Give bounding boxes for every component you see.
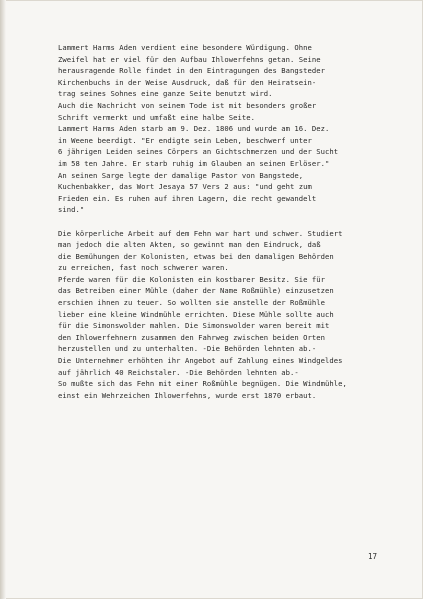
text-line: So mußte sich das Fehn mit einer Roßmühle begnügen. Die Windmühle, xyxy=(58,379,347,389)
text-line: einst ein Wehrzeichen Ihlowerfehns, wurde erst 1870 erbaut. xyxy=(58,390,317,400)
text-line: auf jährlich 40 Reichstaler. -Die Behörden lehnten ab.- xyxy=(58,367,299,377)
text-line: sind." xyxy=(58,205,85,215)
text-line: Schrift vermerkt und umfaßt eine halbe Seite. xyxy=(58,112,255,122)
text-line: Lammert Harms Aden verdient eine besondere Würdigung. Ohne xyxy=(58,43,312,52)
text-line: 6 jährigen Leiden seines Cörpers an Gichtschmerzen und der Sucht xyxy=(58,147,339,157)
page-number: 17 xyxy=(368,552,378,561)
text-line: Die Unternehmer erhöhten ihr Angebot auf Zahlung eines Windgeldes xyxy=(58,356,343,366)
text-line: herzustellen und zu unterhalten. -Die Behörden lehnten ab.- xyxy=(58,344,317,354)
text-line: trag seines Sohnes eine ganze Seite benutzt wird. xyxy=(58,89,273,99)
text-line: Zweifel hat er viel für den Aufbau Ihlowerfehns getan. Seine xyxy=(58,54,321,64)
paragraph-lammert-harms-aden xyxy=(58,42,388,216)
text-line: den Ihlowerfehnern zusammen den Fahrweg zwischen beiden Orten xyxy=(58,332,326,342)
text-line: herausragende Rolle findet in den Eintragungen des Bangsteder xyxy=(58,66,326,76)
text-line: Kirchenbuchs in der Weise Ausdruck, daß für den Heiratsein- xyxy=(58,77,317,87)
text-line: für die Simonswolder mahlen. Die Simonswolder waren bereit mit xyxy=(58,321,330,331)
text-line: Die körperliche Arbeit auf dem Fehn war hart und schwer. Studiert xyxy=(58,228,343,238)
text-line: Auch die Nachricht von seinem Tode ist mit besonders großer xyxy=(58,100,317,110)
text-line: im 58 ten Jahre. Er starb ruhig im Glauben an seinen Erlöser." xyxy=(58,158,330,168)
text-line: An seinen Sarge legte der damalige Pastor von Bangstede, xyxy=(58,170,304,180)
text-line: Kuchenbakker, das Wort Jesaya 57 Vers 2 aus: "und geht zum xyxy=(58,182,312,192)
text-line: Pferde waren für die Kolonisten ein kostbarer Besitz. Sie für xyxy=(58,274,326,284)
text-line: in Weene beerdigt. "Er endigte sein Leben, beschwerf unter xyxy=(58,135,312,145)
page-binding-edge xyxy=(0,0,6,599)
text-line: man jedoch die alten Akten, so gewinnt man den Eindruck, daß xyxy=(58,240,321,250)
text-line: Frieden ein. Es ruhen auf ihren Lagern, die recht gewandelt xyxy=(58,193,317,203)
text-line: lieber eine kleine Windmühle errichten. Diese Mühle sollte auch xyxy=(58,309,334,319)
paragraph-fehn-arbeit xyxy=(58,228,388,402)
paragraph-spacer xyxy=(58,216,388,228)
text-line: Lammert Harms Aden starb am 9. Dez. 1806 und wurde am 16. Dez. xyxy=(58,124,330,134)
document-body xyxy=(58,42,388,401)
text-line: zu erreichen, fast noch schwerer waren. xyxy=(58,263,229,273)
text-line: erschien ihnen zu teuer. So wollten sie anstelle der Roßmühle xyxy=(58,298,326,308)
text-line: die Bemühungen der Kolonisten, etwas bei den damaligen Behörden xyxy=(58,251,334,261)
text-line: das Betreiben einer Mühle (daher der Name Roßmühle) einzusetzen xyxy=(58,286,334,296)
